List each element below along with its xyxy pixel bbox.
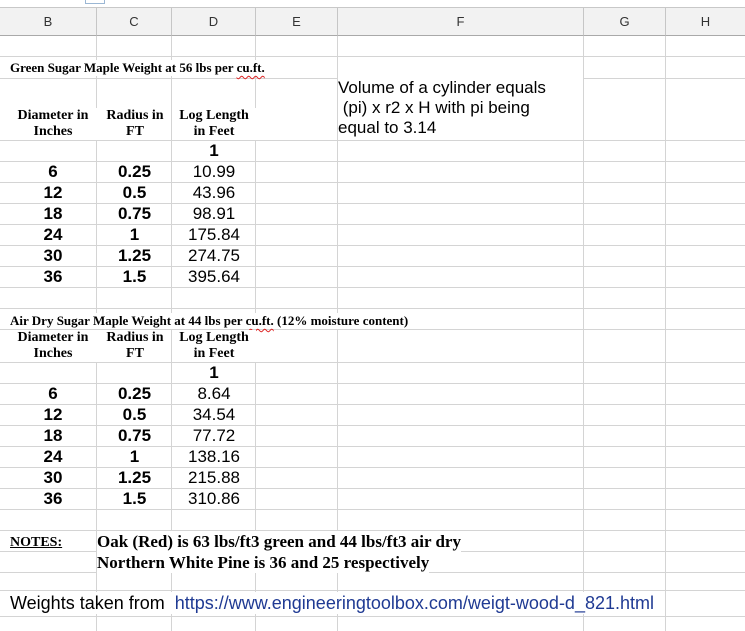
radius-cell[interactable]: 0.5 xyxy=(122,405,147,424)
radius-cell[interactable]: 0.75 xyxy=(117,204,152,223)
grid-line xyxy=(0,140,745,141)
weight-cell[interactable]: 43.96 xyxy=(192,183,236,202)
notes-line[interactable]: Oak (Red) is 63 lbs/ft3 green and 44 lbs/ft3 air dry xyxy=(97,532,461,551)
diameter-cell[interactable]: 30 xyxy=(43,246,63,265)
weight-cell[interactable]: 395.64 xyxy=(188,267,240,286)
header-radius[interactable]: Radius in FT xyxy=(100,330,170,362)
diameter-cell[interactable]: 36 xyxy=(43,267,63,286)
title-unit: cu.ft. xyxy=(236,60,265,75)
grid-line xyxy=(0,616,745,617)
weight-cell[interactable]: 98.91 xyxy=(192,204,236,223)
grid-line xyxy=(583,36,584,631)
diameter-cell[interactable]: 24 xyxy=(43,447,63,466)
radius-cell[interactable]: 1 xyxy=(129,447,140,466)
radius-cell[interactable]: 1.25 xyxy=(117,246,152,265)
section2-title[interactable] xyxy=(10,313,410,329)
weight-cell[interactable]: 34.54 xyxy=(192,405,236,424)
weight-cell[interactable]: 310.86 xyxy=(188,489,240,508)
radius-cell[interactable]: 0.75 xyxy=(117,426,152,445)
column-header-g[interactable] xyxy=(584,8,666,36)
radius-cell[interactable]: 0.25 xyxy=(117,162,152,181)
grid-line xyxy=(0,590,745,591)
section1-title[interactable] xyxy=(10,60,267,76)
column-letter: G xyxy=(619,14,630,29)
grid-line xyxy=(0,287,745,288)
volume-note[interactable] xyxy=(338,78,583,138)
radius-cell[interactable]: 1.5 xyxy=(122,489,147,508)
title-unit: cu.ft. xyxy=(245,313,274,328)
radius-cell[interactable]: 1.25 xyxy=(117,468,152,487)
weight-cell[interactable]: 8.64 xyxy=(197,384,231,403)
grid-line xyxy=(665,36,666,631)
radius-cell[interactable]: 0.25 xyxy=(117,384,152,403)
column-header-c[interactable] xyxy=(97,8,172,36)
diameter-cell[interactable]: 24 xyxy=(43,225,63,244)
weight-cell[interactable]: 215.88 xyxy=(188,468,240,487)
column-letter: D xyxy=(208,14,219,29)
grid-line xyxy=(0,362,745,363)
grid-line xyxy=(0,56,745,57)
header-length[interactable]: Log Length in Feet xyxy=(172,330,256,362)
title-text: Green Sugar Maple Weight at 56 lbs per xyxy=(10,60,237,75)
column-letter: C xyxy=(129,14,139,29)
notes-line[interactable]: Northern White Pine is 36 and 25 respectively xyxy=(97,553,430,572)
grid-line xyxy=(0,308,745,309)
column-header-f[interactable] xyxy=(338,8,584,36)
diameter-cell[interactable]: 36 xyxy=(43,489,63,508)
diameter-cell[interactable]: 18 xyxy=(43,426,63,445)
column-letter: B xyxy=(43,14,53,29)
volume-note-line: (pi) x r2 x H with pi being xyxy=(338,98,530,117)
column-header-b[interactable] xyxy=(0,8,97,36)
notes-label[interactable]: NOTES: xyxy=(10,535,63,550)
diameter-cell[interactable]: 12 xyxy=(43,183,63,202)
weight-cell[interactable]: 274.75 xyxy=(188,246,240,265)
column-letter: F xyxy=(456,14,465,29)
weight-cell[interactable]: 175.84 xyxy=(188,225,240,244)
radius-cell[interactable]: 1.5 xyxy=(122,267,147,286)
diameter-cell[interactable]: 30 xyxy=(43,468,63,487)
title-text: Air Dry Sugar Maple Weight at 44 lbs per xyxy=(10,313,246,328)
diameter-cell[interactable]: 6 xyxy=(48,384,58,403)
source-prefix: Weights taken from xyxy=(10,593,175,613)
weight-cell[interactable]: 10.99 xyxy=(192,162,236,181)
volume-note-line: Volume of a cylinder equals xyxy=(338,78,546,97)
radius-cell[interactable]: 1 xyxy=(129,225,140,244)
length-value[interactable]: 1 xyxy=(209,363,219,382)
volume-note-line: equal to 3.14 xyxy=(338,118,437,137)
title-suffix: (12% moisture content) xyxy=(273,313,409,328)
source-link[interactable]: https://www.engineeringtoolbox.com/weigt-wood-d_821.html xyxy=(174,593,654,613)
header-length[interactable]: Log Length in Feet xyxy=(172,108,256,140)
toolbar-strip xyxy=(0,0,745,8)
column-header-h[interactable] xyxy=(666,8,745,36)
column-letter: H xyxy=(700,14,711,29)
header-diameter[interactable]: Diameter in Inches xyxy=(8,330,98,362)
diameter-cell[interactable]: 18 xyxy=(43,204,63,223)
grid-line xyxy=(0,509,745,510)
column-header-e[interactable] xyxy=(256,8,338,36)
length-value[interactable]: 1 xyxy=(209,141,219,160)
weight-cell[interactable]: 138.16 xyxy=(188,447,240,466)
header-diameter[interactable]: Diameter in Inches xyxy=(8,108,98,140)
source-line[interactable] xyxy=(10,592,654,614)
diameter-cell[interactable]: 6 xyxy=(48,162,58,181)
weight-cell[interactable]: 77.72 xyxy=(192,426,236,445)
column-header-d[interactable] xyxy=(172,8,256,36)
header-radius[interactable]: Radius in FT xyxy=(100,108,170,140)
sheet-tab-marker xyxy=(85,0,105,4)
radius-cell[interactable]: 0.5 xyxy=(122,183,147,202)
diameter-cell[interactable]: 12 xyxy=(43,405,63,424)
column-letter: E xyxy=(292,14,301,29)
